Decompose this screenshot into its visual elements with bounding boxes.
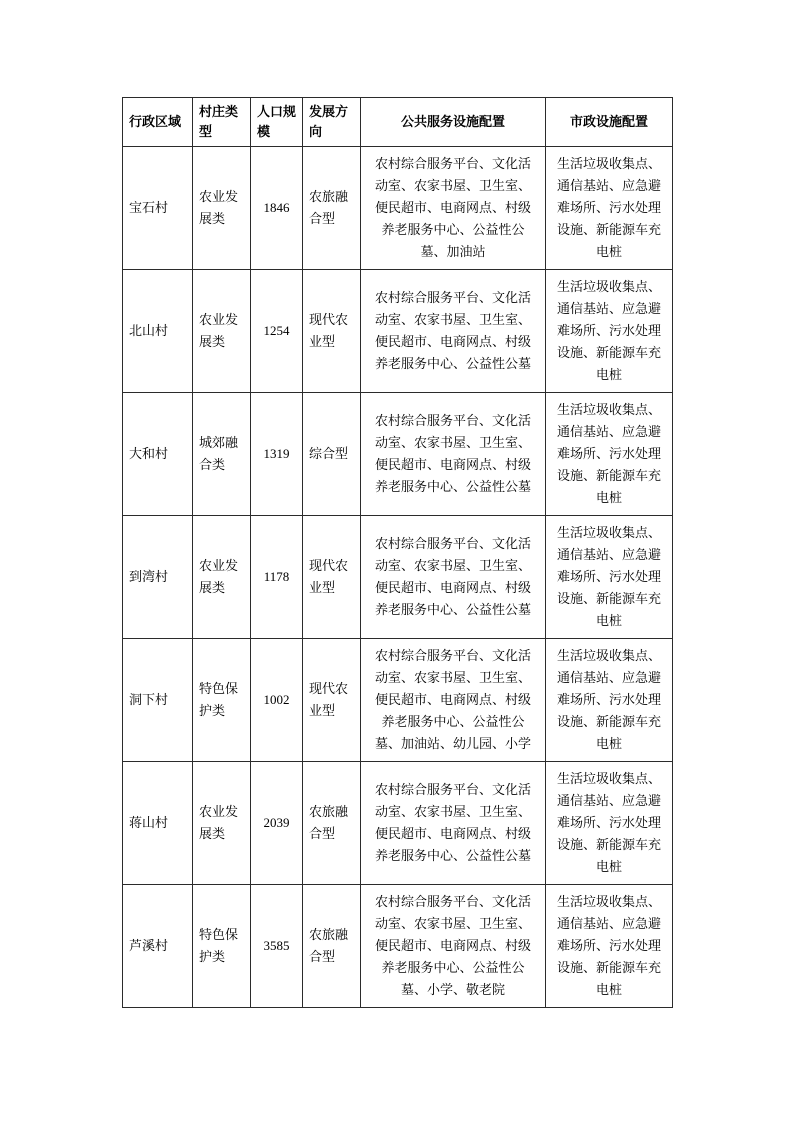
header-cell-population: 人口规模: [251, 98, 303, 147]
header-cell-direction: 发展方向: [303, 98, 361, 147]
cell-direction: 农旅融合型: [303, 885, 361, 1008]
cell-population: 1846: [251, 147, 303, 270]
cell-village-type: 农业发展类: [193, 516, 251, 639]
table-header: [123, 98, 673, 147]
cell-municipal: 生活垃圾收集点、通信基站、应急避难场所、污水处理设施、新能源车充电桩: [546, 885, 673, 1008]
table-row: [123, 516, 673, 639]
cell-public-services: 农村综合服务平台、文化活动室、农家书屋、卫生室、便民超市、电商网点、村级养老服务中心、公益性公墓: [361, 270, 546, 393]
cell-public-services: 农村综合服务平台、文化活动室、农家书屋、卫生室、便民超市、电商网点、村级养老服务中心、公益性公墓、小学、敬老院: [361, 885, 546, 1008]
cell-population: 3585: [251, 885, 303, 1008]
cell-population: 1002: [251, 639, 303, 762]
header-cell-public-services: 公共服务设施配置: [361, 98, 546, 147]
table-row: [123, 393, 673, 516]
cell-public-services: 农村综合服务平台、文化活动室、农家书屋、卫生室、便民超市、电商网点、村级养老服务中心、公益性公墓、加油站: [361, 147, 546, 270]
cell-village-type: 农业发展类: [193, 270, 251, 393]
cell-municipal: 生活垃圾收集点、通信基站、应急避难场所、污水处理设施、新能源车充电桩: [546, 762, 673, 885]
cell-public-services: 农村综合服务平台、文化活动室、农家书屋、卫生室、便民超市、电商网点、村级养老服务中心、公益性公墓: [361, 393, 546, 516]
table-row: [123, 147, 673, 270]
table-body: [123, 147, 673, 1008]
cell-village-type: 特色保护类: [193, 885, 251, 1008]
table-row: [123, 885, 673, 1008]
cell-region: 北山村: [123, 270, 193, 393]
cell-population: 1319: [251, 393, 303, 516]
cell-village-type: 城郊融合类: [193, 393, 251, 516]
cell-direction: 农旅融合型: [303, 147, 361, 270]
cell-direction: 现代农业型: [303, 270, 361, 393]
header-row: [123, 98, 673, 147]
header-cell-region: 行政区域: [123, 98, 193, 147]
cell-municipal: 生活垃圾收集点、通信基站、应急避难场所、污水处理设施、新能源车充电桩: [546, 270, 673, 393]
cell-population: 1254: [251, 270, 303, 393]
cell-region: 蒋山村: [123, 762, 193, 885]
cell-region: 宝石村: [123, 147, 193, 270]
cell-population: 2039: [251, 762, 303, 885]
cell-village-type: 特色保护类: [193, 639, 251, 762]
cell-population: 1178: [251, 516, 303, 639]
cell-region: 大和村: [123, 393, 193, 516]
cell-region: 芦溪村: [123, 885, 193, 1008]
table-row: [123, 762, 673, 885]
village-planning-table: [122, 97, 673, 1008]
table-row: [123, 270, 673, 393]
cell-direction: 现代农业型: [303, 639, 361, 762]
cell-municipal: 生活垃圾收集点、通信基站、应急避难场所、污水处理设施、新能源车充电桩: [546, 393, 673, 516]
cell-public-services: 农村综合服务平台、文化活动室、农家书屋、卫生室、便民超市、电商网点、村级养老服务中心、公益性公墓: [361, 516, 546, 639]
table-row: [123, 639, 673, 762]
cell-direction: 综合型: [303, 393, 361, 516]
cell-public-services: 农村综合服务平台、文化活动室、农家书屋、卫生室、便民超市、电商网点、村级养老服务中心、公益性公墓: [361, 762, 546, 885]
cell-direction: 农旅融合型: [303, 762, 361, 885]
cell-region: 到湾村: [123, 516, 193, 639]
header-cell-municipal: 市政设施配置: [546, 98, 673, 147]
cell-public-services: 农村综合服务平台、文化活动室、农家书屋、卫生室、便民超市、电商网点、村级养老服务中心、公益性公墓、加油站、幼儿园、小学: [361, 639, 546, 762]
cell-region: 洞下村: [123, 639, 193, 762]
cell-village-type: 农业发展类: [193, 762, 251, 885]
cell-village-type: 农业发展类: [193, 147, 251, 270]
header-cell-village-type: 村庄类型: [193, 98, 251, 147]
cell-direction: 现代农业型: [303, 516, 361, 639]
cell-municipal: 生活垃圾收集点、通信基站、应急避难场所、污水处理设施、新能源车充电桩: [546, 516, 673, 639]
cell-municipal: 生活垃圾收集点、通信基站、应急避难场所、污水处理设施、新能源车充电桩: [546, 147, 673, 270]
cell-municipal: 生活垃圾收集点、通信基站、应急避难场所、污水处理设施、新能源车充电桩: [546, 639, 673, 762]
